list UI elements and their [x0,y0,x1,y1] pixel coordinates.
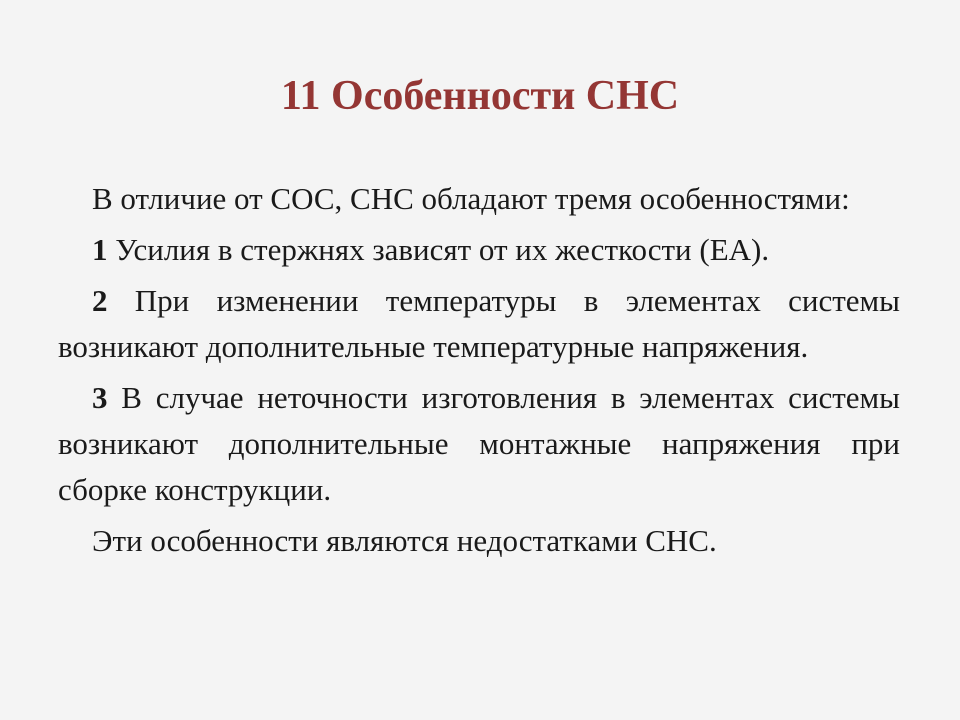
paragraph-text: При изменении температуры в элементах системы возникают дополнительные температурные напряжения. [58,283,900,364]
paragraph-text: Эти особенности являются недостатками СНС. [92,523,717,558]
item-number: 3 [92,380,108,415]
paragraph-item-1 [58,227,900,273]
slide-title: 11 Особенности СНС [280,73,680,119]
paragraph-item-2 [58,278,900,370]
paragraph-intro [58,176,900,222]
paragraph-item-3 [58,375,900,513]
item-number: 1 [92,232,108,267]
paragraph-text: В случае неточности изготовления в элементах системы возникают дополнительные монтажные напряжения при сборке конструкции. [58,380,900,507]
item-number: 2 [92,283,108,318]
paragraph-text: Усилия в стержнях зависят от их жесткости (ЕА). [107,232,770,267]
paragraph-conclusion [58,518,900,564]
slide-body [58,176,900,569]
paragraph-text: В отличие от СОС, СНС обладают тремя особенностями: [92,181,850,216]
